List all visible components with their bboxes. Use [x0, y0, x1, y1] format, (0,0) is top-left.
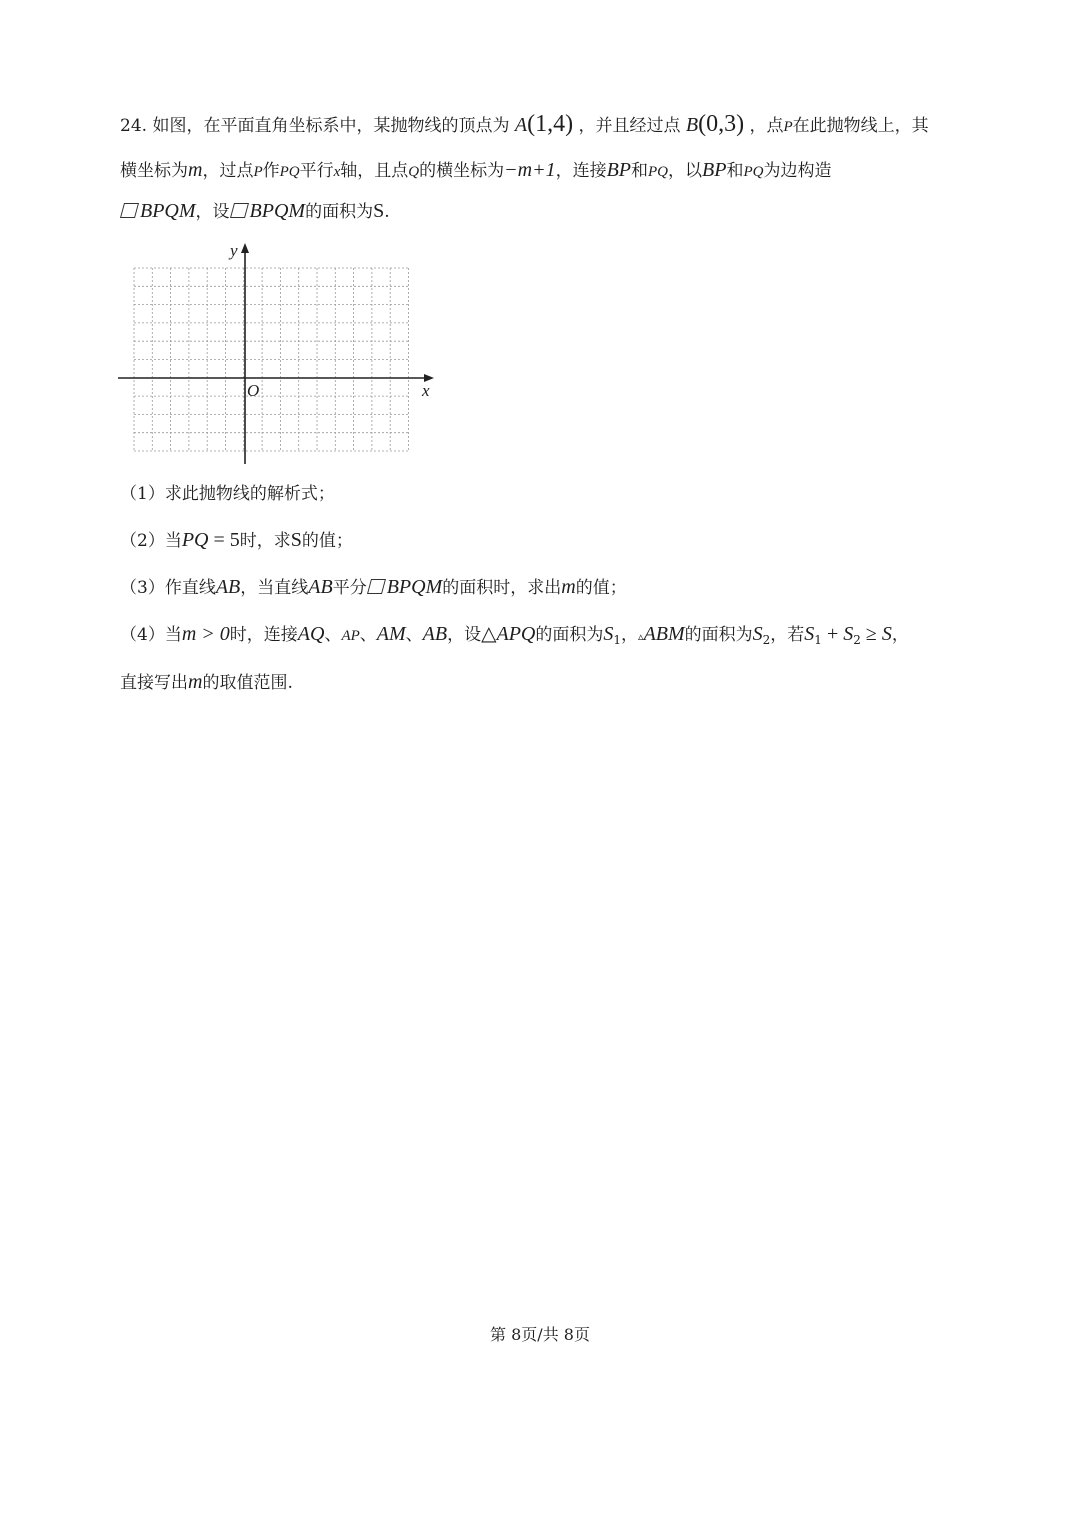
y-axis-label: y	[230, 241, 238, 260]
part-3: （3）作直线AB，当直线AB平分 BPQM的面积时，求出m的值；	[120, 576, 627, 598]
question-number: 24.	[120, 116, 148, 136]
parallelogram-symbol	[230, 203, 249, 218]
question-line-2: 横坐标为m，过点P作PQ平行x轴，且点Q的横坐标为−m+1，连接BP和PQ，以BP和PQ为边构造	[120, 159, 832, 181]
coordinate-grid-figure	[112, 238, 442, 470]
point-b-label: B	[685, 114, 699, 136]
triangle-symbol: △	[481, 623, 497, 645]
grid-lines	[134, 268, 409, 451]
part-1: （1）求此抛物线的解析式；	[120, 484, 335, 504]
small-triangle-symbol: ▵	[638, 630, 644, 643]
parallelogram-symbol	[367, 579, 386, 594]
parallelogram-symbol	[120, 203, 139, 218]
part-4: （4）当m > 0时，连接AQ、AP、AM、AB，设△APQ的面积为$S_1$，▵ABM的面积为$S_2$，若$S_1 + S_2 \ge S$，	[120, 623, 909, 647]
point-a-label: A	[514, 114, 528, 136]
x-axis-label: x	[422, 381, 430, 400]
y-axis-arrow-icon	[241, 243, 249, 253]
point-b-coords: (0,3)	[698, 111, 745, 137]
question-line-3: BPQM，设 BPQM的面积为S.	[120, 199, 390, 224]
page-footer: 第 8页/共 8页	[490, 1325, 590, 1344]
part-2: （2）当PQ = 5时，求S的值；	[120, 529, 353, 551]
coordinate-grid-svg	[112, 238, 442, 470]
q-abscissa-expr: −m+1	[504, 159, 556, 181]
part-4-continued: 直接写出m的取值范围.	[120, 671, 293, 693]
point-a-coords: (1,4)	[527, 111, 574, 137]
question-line-1: 24. 如图，在平面直角坐标系中，某抛物线的顶点为 A(1,4) ，并且经过点 B(0,3) ，点P在此抛物线上，其	[120, 111, 929, 137]
origin-label: O	[247, 381, 260, 400]
